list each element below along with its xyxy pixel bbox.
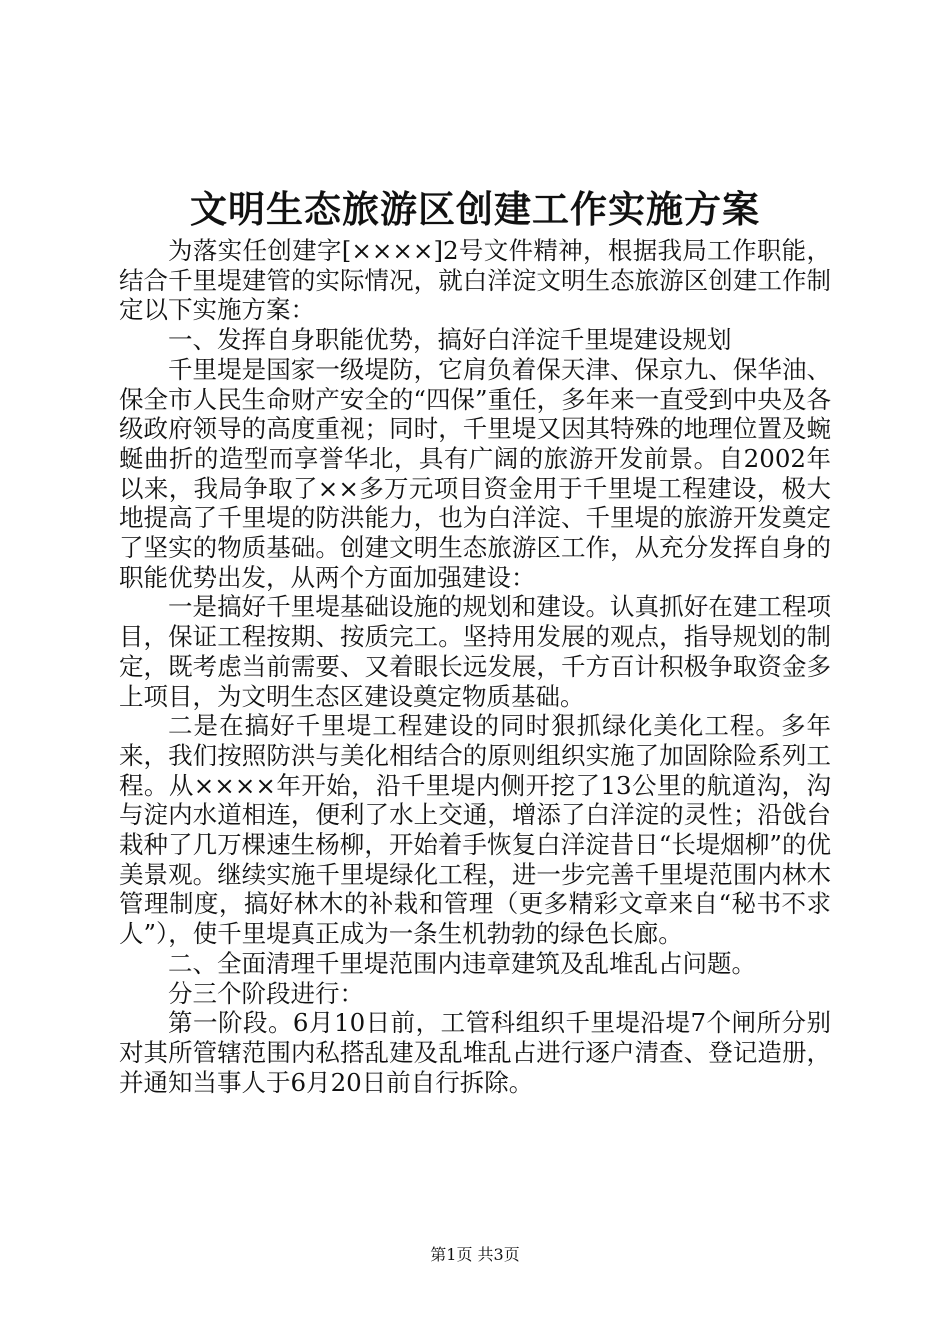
section-heading-2: 二、全面清理千里堤范围内违章建筑及乱堆乱占问题。	[168, 948, 756, 978]
paragraph-stages-intro: 分三个阶段进行：	[168, 978, 364, 1008]
paragraph-point-one: 一是搞好千里堤基础设施的规划和建设。认真抓好在建工程项目，保证工程按期、按质完工。坚持用发展的观点，指导规划的制定，既考虑当前需要、又着眼长远发展，千方百计积极争取资金多上项目，为文明生态区建设奠定物质基础。	[119, 592, 831, 711]
document-title: 文明生态旅游区创建工作实施方案	[190, 187, 760, 231]
paragraph-point-two: 二是在搞好千里堤工程建设的同时狠抓绿化美化工程。多年来，我们按照防洪与美化相结合的原则组织实施了加固除险系列工程。从××××年开始，沿千里堤内侧开挖了13公里的航道沟，沟与淀内水道相连，便利了水上交通，增添了白洋淀的灵性；沿戗台栽种了几万棵速生杨柳，开始着手恢复白洋淀昔日“长堤烟柳”的优美景观。继续实施千里堤绿化工程，进一步完善千里堤范围内林木管理制度，搞好林木的补栽和管理（更多精彩文章来自“秘书不求人”），使千里堤真正成为一条生机勃勃的绿色长廊。	[119, 711, 831, 949]
document-body	[119, 236, 831, 1097]
section-heading-1: 一、发挥自身职能优势，搞好白洋淀千里堤建设规划	[168, 325, 732, 355]
page-footer: 第1页 共3页	[430, 1245, 520, 1264]
paragraph-background: 千里堤是国家一级堤防，它肩负着保天津、保京九、保华油、保全市人民生命财产安全的“四保”重任，多年来一直受到中央及各级政府领导的高度重视；同时，千里堤又因其特殊的地理位置及蜿蜒曲折的造型而享誉华北，具有广阔的旅游开发前景。自2002年以来，我局争取了××多万元项目资金用于千里堤工程建设，极大地提高了千里堤的防洪能力，也为白洋淀、千里堤的旅游开发奠定了坚实的物质基础。创建文明生态旅游区工作，从充分发挥自身的职能优势出发，从两个方面加强建设：	[119, 354, 831, 592]
paragraph-intro: 为落实任创建字[××××]2号文件精神，根据我局工作职能，结合千里堤建管的实际情况，就白洋淀文明生态旅游区创建工作制定以下实施方案：	[119, 236, 831, 325]
paragraph-stage-one: 第一阶段。6月10日前，工管科组织千里堤沿堤7个闸所分别对其所管辖范围内私搭乱建及乱堆乱占进行逐户清查、登记造册，并通知当事人于6月20日前自行拆除。	[119, 1008, 831, 1097]
